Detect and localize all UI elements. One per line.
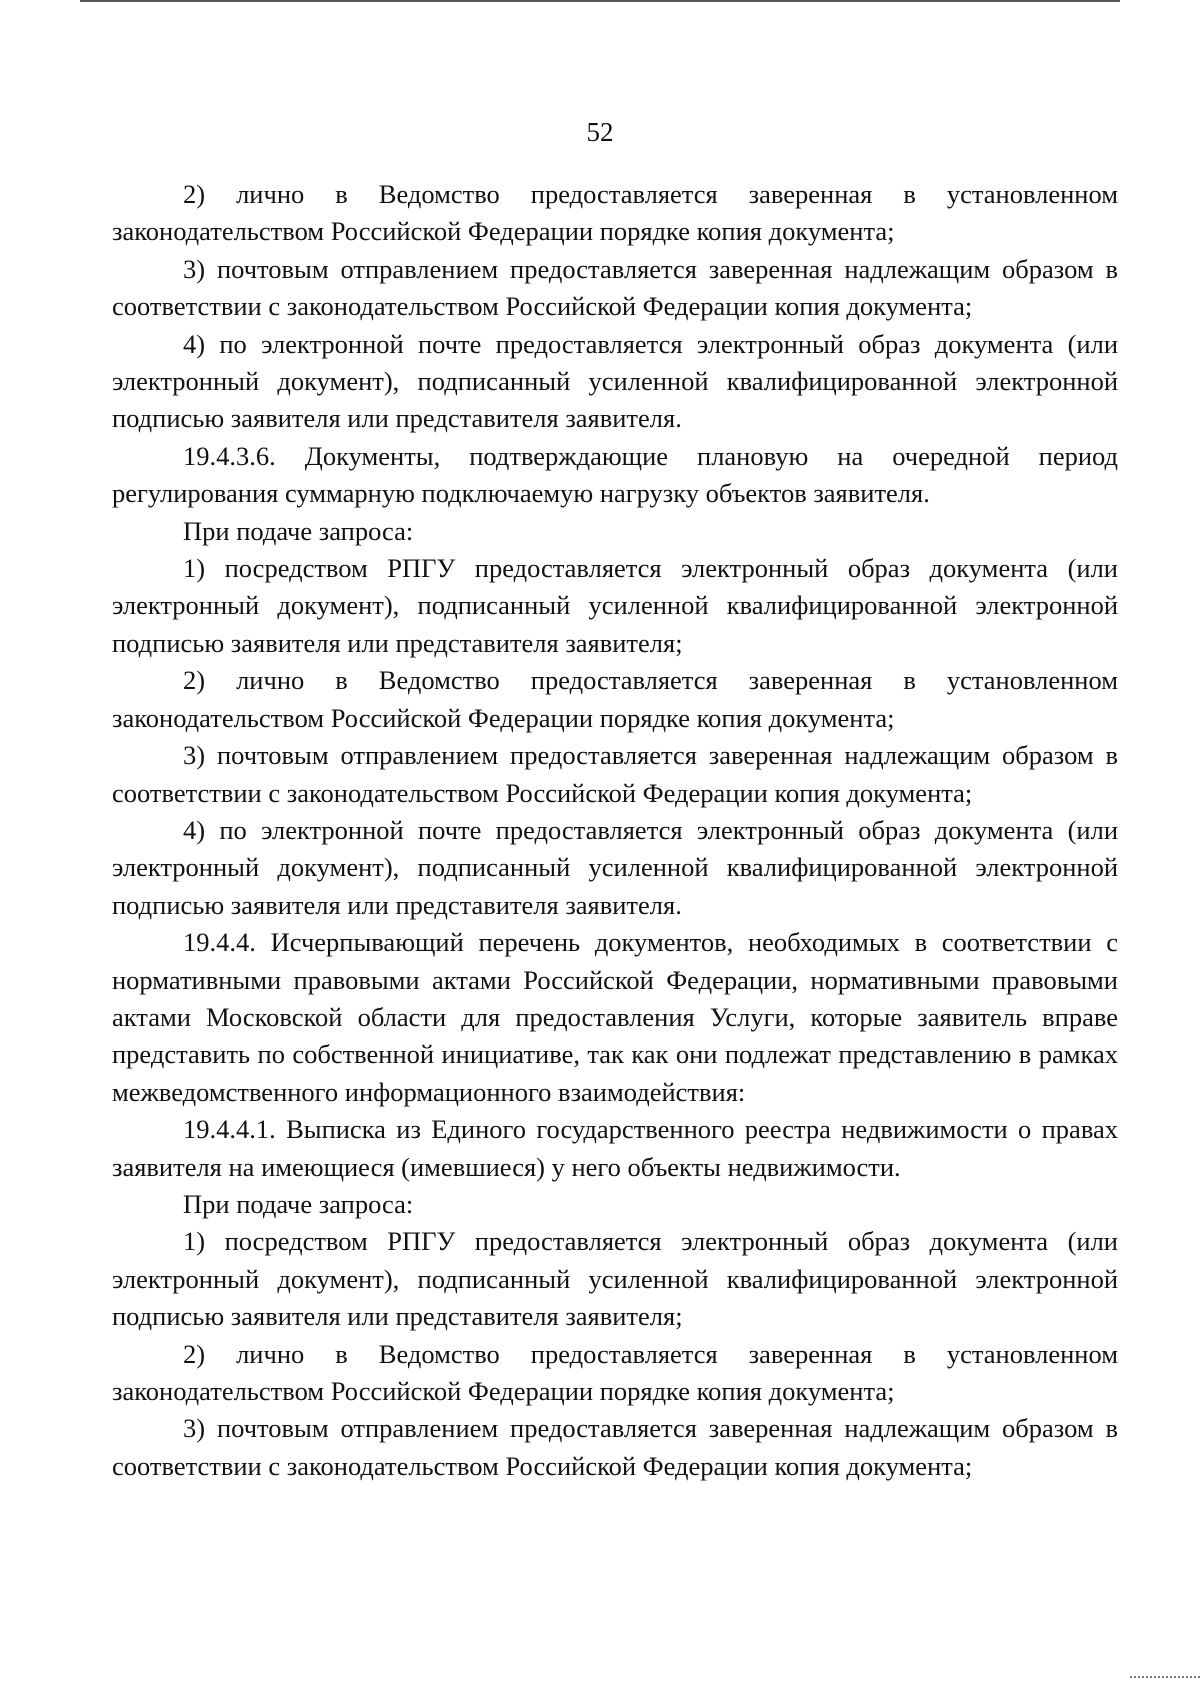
- paragraph: 19.4.3.6. Документы, подтверждающие плановую на очередной период регулирования суммарную подключаемую нагрузку объектов заявителя.: [112, 440, 1118, 509]
- scan-edge-marks: [1130, 1676, 1200, 1696]
- paragraph: 3) почтовым отправлением предоставляется заверенная надлежащим образом в соответствии с законодательством Российской Федерации копия документа;: [112, 1413, 1118, 1481]
- paragraph: 4) по электронной почте предоставляется электронный образ документа (или электронный документ), подписанный усиленной квалифицированной электронной подписью заявителя или представителя заявителя.: [112, 814, 1118, 920]
- paragraph: 3) почтовым отправлением предоставляется заверенная надлежащим образом в соответствии с законодательством Российской Федерации копия документа;: [112, 740, 1118, 808]
- document-body: [112, 176, 1118, 1485]
- paragraph: 2) лично в Ведомство предоставляется заверенная в установленном законодательством Российской Федерации порядке копия документа;: [112, 1338, 1118, 1406]
- paragraph: 4) по электронной почте предоставляется электронный образ документа (или электронный документ), подписанный усиленной квалифицированной электронной подписью заявителя или представителя заявителя.: [112, 328, 1118, 434]
- page-number: 52: [586, 117, 614, 147]
- paragraph: 2) лично в Ведомство предоставляется заверенная в установленном законодательством Российской Федерации порядке копия документа;: [112, 179, 1118, 247]
- paragraph: 19.4.4.1. Выписка из Единого государственного реестра недвижимости о правах заявителя на имеющиеся (имевшиеся) у него объекты недвижимости.: [112, 1114, 1118, 1182]
- paragraph: При подаче запроса:: [183, 1188, 414, 1219]
- paragraph: 2) лично в Ведомство предоставляется заверенная в установленном законодательством Российской Федерации порядке копия документа;: [112, 665, 1118, 733]
- paragraph: 19.4.4. Исчерпывающий перечень документов, необходимых в соответствии с нормативными правовыми актами Российской Федерации, нормативными правовыми актами Московской области для предоставления Услуги, которые заявитель вправе представить по собственной инициативе, так как они подлежат представлению в рамках межведомственного информационного взаимодействия:: [112, 927, 1118, 1107]
- paragraph: 3) почтовым отправлением предоставляется заверенная надлежащим образом в соответствии с законодательством Российской Федерации копия документа;: [112, 253, 1118, 322]
- paragraph: 1) посредством РПГУ предоставляется электронный образ документа (или электронный документ), подписанный усиленной квалифицированной электронной подписью заявителя или представителя заявителя;: [112, 553, 1118, 658]
- scan-edge-line: [80, 0, 1120, 2]
- paragraph: При подаче запроса:: [183, 515, 414, 546]
- paragraph: 1) посредством РПГУ предоставляется электронный образ документа (или электронный документ), подписанный усиленной квалифицированной электронной подписью заявителя или представителя заявителя;: [112, 1226, 1118, 1332]
